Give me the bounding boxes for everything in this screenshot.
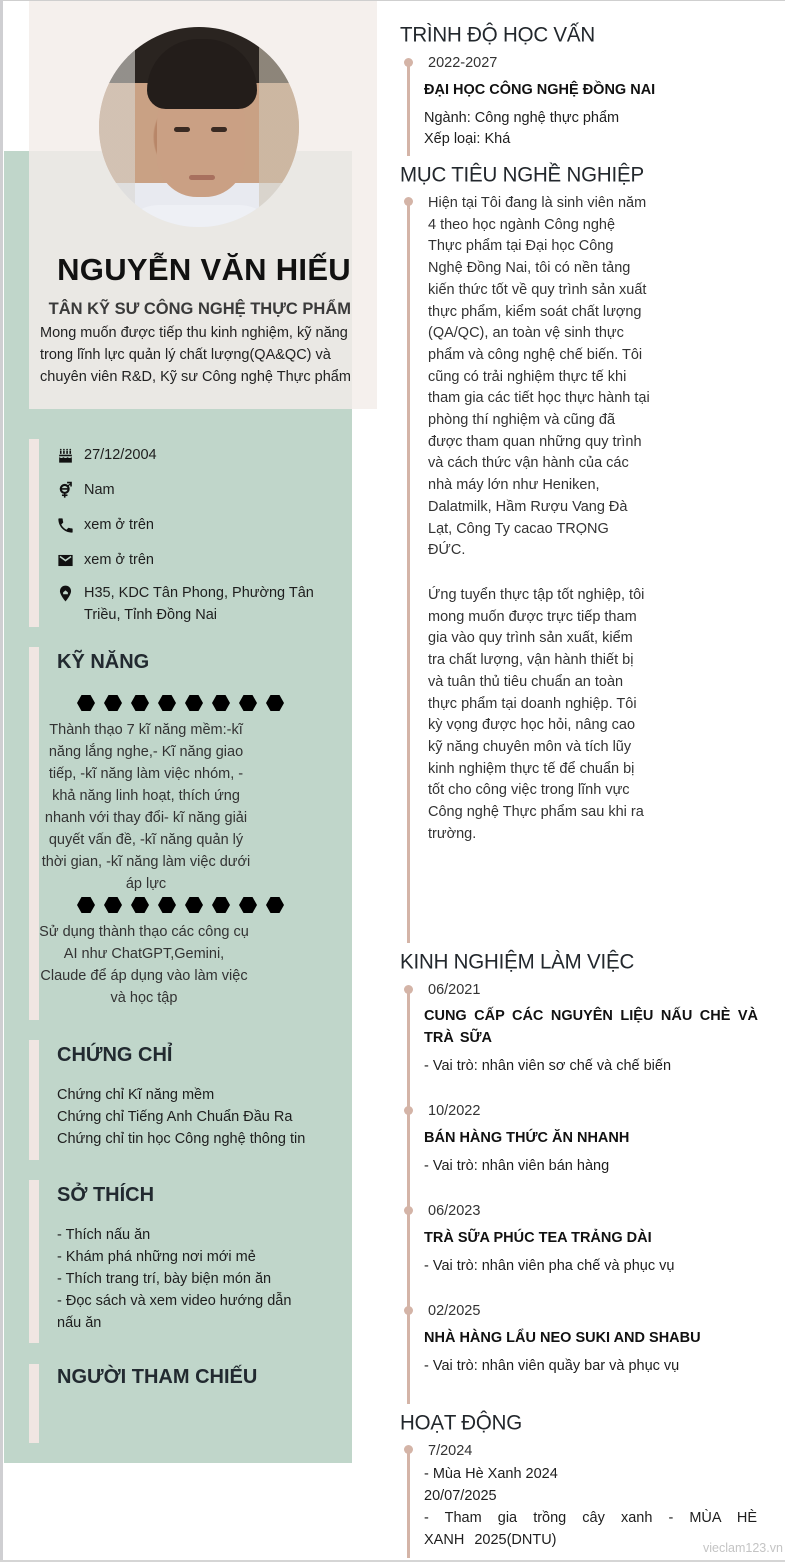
hobbies-section	[29, 1180, 329, 1343]
experience-company: BÁN HÀNG THỨC ĂN NHANH	[424, 1130, 630, 1146]
references-title: NGƯỜI THAM CHIẾU	[57, 1366, 258, 1388]
timeline-dot-icon	[404, 1445, 413, 1454]
experience-date: 02/2025	[428, 1303, 481, 1319]
hobby-item: - Đọc sách và xem video hướng dẫn nấu ăn	[57, 1293, 292, 1331]
rating-hexagon-icon	[131, 897, 149, 913]
skill-description-2: Sử dụng thành thạo các công cụ AI như ChatGPT,Gemini, Claude để áp dụng vào làm việc và học tập	[39, 924, 249, 1006]
experience-company: NHÀ HÀNG LẨU NEO SUKI AND SHABU	[424, 1330, 701, 1346]
skill-description-1: Thành thạo 7 kĩ năng mềm:-kĩ năng lắng nghe,- Kĩ năng giao tiếp, -kĩ năng làm việc nhóm, -khả năng linh hoạt, thích ứng nhanh với thay đổi- kĩ năng giải quyết vấn đề, -kĩ năng quản lý thời gian, -kĩ năng làm việc dưới áp lực	[41, 722, 251, 892]
education-major: Ngành: Công nghệ thực phẩm	[424, 110, 620, 126]
certificate-item: Chứng chỉ Kĩ năng mềm	[57, 1087, 215, 1103]
rating-hexagon-icon	[185, 695, 203, 711]
skills-title: KỸ NĂNG	[57, 651, 150, 673]
profile-summary: Mong muốn được tiếp thu kinh nghiệm, kỹ năng trong lĩnh lực quản lý chất lượng(QA&QC) và chuyên viên R&D, Kỹ sư Công nghệ Thực phẩm	[40, 325, 351, 385]
contact-address	[55, 582, 315, 626]
experience-role: - Vai trò: nhân viên quầy bar và phục vụ	[424, 1358, 680, 1374]
skill-rating-1	[77, 695, 284, 711]
hobby-item: - Khám phá những nơi mới mẻ	[57, 1249, 256, 1265]
rating-hexagon-icon	[104, 695, 122, 711]
contact-birthday	[55, 444, 157, 466]
hobby-item: - Thích nấu ăn	[57, 1227, 151, 1243]
objective-paragraph-2: Ứng tuyển thực tập tốt nghiệp, tôi mong muốn được trực tiếp tham gia vào quy trình sản xuất, kiểm tra chất lượng, vận hành thiết bị và tuân thủ tiêu chuẩn an toàn thực phẩm tại doanh nghiệp. Tôi kỳ vọng được học hỏi, nâng cao kỹ năng chuyên môn và tích lũy kinh nghiệm thực tế để chuẩn bị tốt cho công việc trong lĩnh vực Công nghệ Thực phẩm sau khi ra trường.	[428, 587, 645, 842]
job-title: TÂN KỸ SƯ CÔNG NGHỆ THỰC PHẨM	[48, 300, 351, 318]
rating-hexagon-icon	[239, 897, 257, 913]
timeline-dot-icon	[404, 58, 413, 67]
references-section	[29, 1364, 329, 1443]
rating-hexagon-icon	[158, 897, 176, 913]
education-grade: Xếp loại: Khá	[424, 131, 511, 147]
certificates-title: CHỨNG CHỈ	[57, 1044, 173, 1066]
rating-hexagon-icon	[77, 897, 95, 913]
timeline-dot-icon	[404, 1206, 413, 1215]
education-date: 2022-2027	[428, 55, 498, 71]
hobby-item: - Thích trang trí, bày biện món ăn	[57, 1271, 272, 1287]
experience-date: 06/2023	[428, 1203, 481, 1219]
experience-date: 10/2022	[428, 1103, 481, 1119]
rating-hexagon-icon	[158, 695, 176, 711]
contact-section	[29, 439, 329, 627]
experience-role: - Vai trò: nhân viên pha chế và phục vụ	[424, 1258, 675, 1274]
timeline-dot-icon	[404, 1306, 413, 1315]
experience-company: CUNG CẤP CÁC NGUYÊN LIỆU NẤU CHÈ VÀ TRÀ SỮA	[424, 1008, 758, 1046]
objective-title: MỤC TIÊU NGHỀ NGHIỆP	[400, 162, 644, 187]
hobbies-title: SỞ THÍCH	[57, 1184, 155, 1206]
activity-line: - Tham gia trồng cây xanh - MÙA HÈ XANH 2025(DNTU)	[424, 1510, 757, 1548]
education-title: TRÌNH ĐỘ HỌC VẤN	[400, 22, 595, 47]
contact-email-value: xem ở trên	[84, 552, 154, 568]
contact-phone[interactable]	[55, 514, 154, 536]
objective-timeline	[407, 200, 410, 943]
experience-role: - Vai trò: nhân viên bán hàng	[424, 1158, 610, 1174]
contact-gender	[55, 479, 115, 501]
experience-date: 06/2021	[428, 982, 481, 998]
objective-paragraph-1: Hiện tại Tôi đang là sinh viên năm 4 theo học ngành Công nghệ Thực phẩm tại Đại học Công Nghệ Đồng Nai, tôi có nền tảng kiến thức tốt về quy trình sản xuất thực phẩm, kiểm soát chất lượng (QA/QC), an toàn vệ sinh thực phẩm và công nghệ chế biến. Tôi cũng có trải nghiệm thực tế khi tham gia các tiết học thực hành tại phòng thí nghiệm và cũng đã được tham quan những quy trình và cách thức vận hành của các nhà máy lớn như Heniken, Dalatmilk, Hầm Rượu Vang Đà Lạt, Công Ty cacao TRỌNG ĐỨC.	[428, 195, 650, 559]
activity-line: - Mùa Hè Xanh 2024	[424, 1466, 558, 1482]
rating-hexagon-icon	[266, 695, 284, 711]
avatar	[99, 27, 299, 227]
watermark: vieclam123.vn	[703, 1541, 783, 1555]
activities-timeline	[407, 1448, 410, 1558]
rating-hexagon-icon	[77, 695, 95, 711]
certificate-item: Chứng chỉ Tiếng Anh Chuẩn Đầu Ra	[57, 1109, 293, 1125]
contact-address-value: H35, KDC Tân Phong, Phường Tân Triều, Tỉnh Đồng Nai	[84, 585, 314, 623]
page-left-border	[0, 0, 3, 1562]
hobbies-list	[57, 1224, 319, 1334]
rating-hexagon-icon	[266, 897, 284, 913]
contact-gender-value: Nam	[84, 482, 115, 498]
skill-rating-2	[77, 897, 284, 913]
gender-icon	[55, 480, 75, 500]
rating-hexagon-icon	[239, 695, 257, 711]
activities-title: HOẠT ĐỘNG	[400, 1410, 522, 1435]
timeline-dot-icon	[404, 1106, 413, 1115]
education-school: ĐẠI HỌC CÔNG NGHỆ ĐỒNG NAI	[424, 82, 656, 98]
certificates-section	[29, 1040, 329, 1160]
timeline-dot-icon	[404, 985, 413, 994]
skills-section	[29, 647, 329, 1020]
activity-line: 20/07/2025	[424, 1488, 497, 1504]
contact-email[interactable]	[55, 549, 154, 571]
email-icon	[55, 550, 75, 570]
experience-company: TRÀ SỮA PHÚC TEA TRẢNG DÀI	[424, 1230, 652, 1246]
candidate-name: NGUYỄN VĂN HIẾU	[57, 252, 351, 287]
phone-icon	[55, 515, 75, 535]
rating-hexagon-icon	[104, 897, 122, 913]
rating-hexagon-icon	[212, 897, 230, 913]
birthday-cake-icon	[55, 445, 75, 465]
timeline-dot-icon	[404, 197, 413, 206]
contact-birthday-value: 27/12/2004	[84, 447, 157, 463]
certificates-list	[57, 1084, 319, 1150]
experience-role: - Vai trò: nhân viên sơ chế và chế biến	[424, 1058, 672, 1074]
experience-title: KINH NGHIỆM LÀM VIỆC	[400, 949, 635, 974]
rating-hexagon-icon	[185, 897, 203, 913]
rating-hexagon-icon	[131, 695, 149, 711]
certificate-item: Chứng chỉ tin học Công nghệ thông tin	[57, 1131, 306, 1147]
activity-date: 7/2024	[428, 1443, 473, 1459]
location-icon	[55, 583, 75, 603]
contact-phone-value: xem ở trên	[84, 517, 154, 533]
experience-timeline	[407, 988, 410, 1404]
education-timeline	[407, 60, 410, 156]
rating-hexagon-icon	[212, 695, 230, 711]
